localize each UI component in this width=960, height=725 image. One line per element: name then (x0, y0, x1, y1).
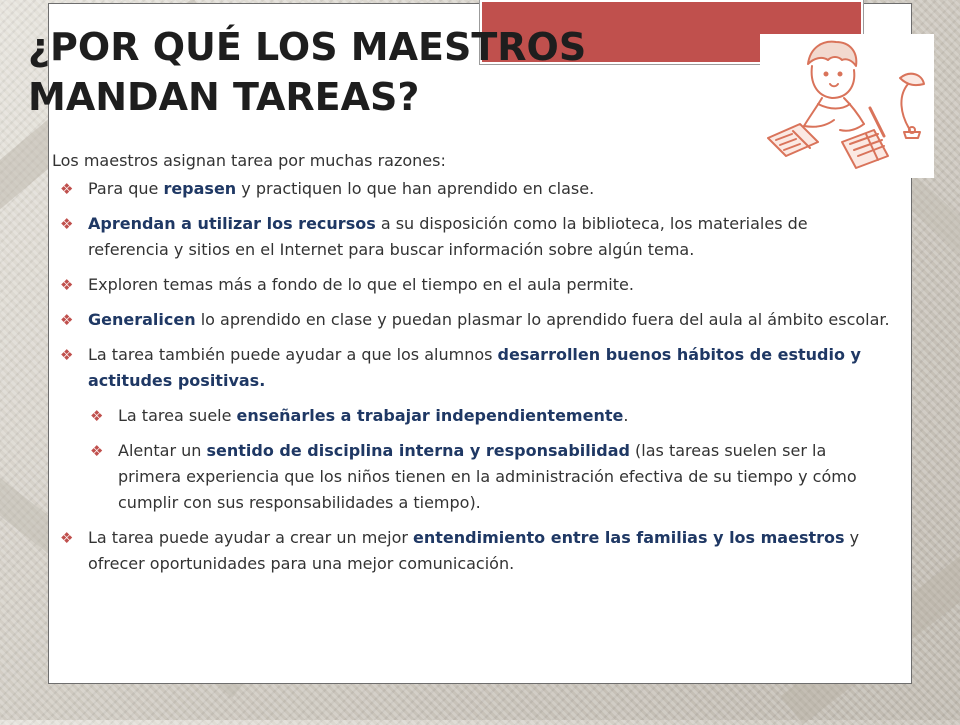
bullet-item (60, 525, 890, 577)
slide-title-line2: MANDAN TAREAS? (28, 75, 420, 119)
slide-title-line1: ¿POR QUÉ LOS MAESTROS (28, 25, 587, 69)
bullet-text: La tarea suele (118, 406, 237, 425)
bullet-text: y practiquen lo que han aprendido en clase. (236, 179, 595, 198)
bullet-text: (las tareas suelen ser la primera experiencia que los niños tienen en la administración efectiva de su tiempo y cómo cumplir con sus responsabilidades a tiempo). (118, 441, 857, 512)
bullet-text: La tarea también puede ayudar a que los alumnos (88, 345, 498, 364)
diamond-bullet-icon: ❖ (90, 407, 104, 425)
slide-title (28, 22, 728, 122)
diamond-bullet-icon: ❖ (60, 346, 74, 364)
sub-bullet-item (90, 438, 890, 516)
diamond-bullet-icon: ❖ (60, 180, 74, 198)
bullet-text: Alentar un (118, 441, 207, 460)
bullet-text: y ofrecer oportunidades para una mejor comunicación. (88, 528, 860, 573)
intro-text: Los maestros asignan tarea por muchas razones: (52, 151, 446, 170)
diamond-bullet-icon: ❖ (60, 311, 74, 329)
bullet-emphasis: desarrollen buenos hábitos de estudio y actitudes positivas. (88, 345, 861, 390)
diamond-bullet-icon: ❖ (90, 442, 104, 460)
sub-bullet-item (90, 403, 890, 429)
bullet-emphasis: sentido de disciplina interna y responsabilidad (206, 441, 630, 460)
bullet-text: Para que (88, 179, 164, 198)
bullet-text: Exploren temas más a fondo de lo que el tiempo en el aula permite. (88, 275, 634, 294)
bullet-text: . (623, 406, 629, 425)
bullet-text: La tarea puede ayudar a crear un mejor (88, 528, 414, 547)
bullet-emphasis: entendimiento entre las familias y los maestros (413, 528, 845, 547)
bullet-item (60, 176, 890, 202)
bullet-emphasis: Aprendan a utilizar los recursos (88, 214, 376, 233)
bullet-text: lo aprendido en clase y puedan plasmar lo aprendido fuera del aula al ámbito escolar. (195, 310, 890, 329)
bullet-list (60, 176, 890, 586)
bullet-item (60, 272, 890, 298)
diamond-bullet-icon: ❖ (60, 215, 74, 233)
bullet-text: a su disposición como la biblioteca, los materiales de referencia y sitios en el Internet para buscar información sobre algún tema. (88, 214, 808, 259)
bullet-emphasis: repasen (163, 179, 237, 198)
diamond-bullet-icon: ❖ (60, 276, 74, 294)
diamond-bullet-icon: ❖ (60, 529, 74, 547)
bullet-item (60, 307, 890, 333)
bullet-item (60, 342, 890, 394)
bullet-emphasis: Generalicen (88, 310, 196, 329)
bullet-item (60, 211, 890, 263)
bullet-emphasis: enseñarles a trabajar independientemente (236, 406, 624, 425)
